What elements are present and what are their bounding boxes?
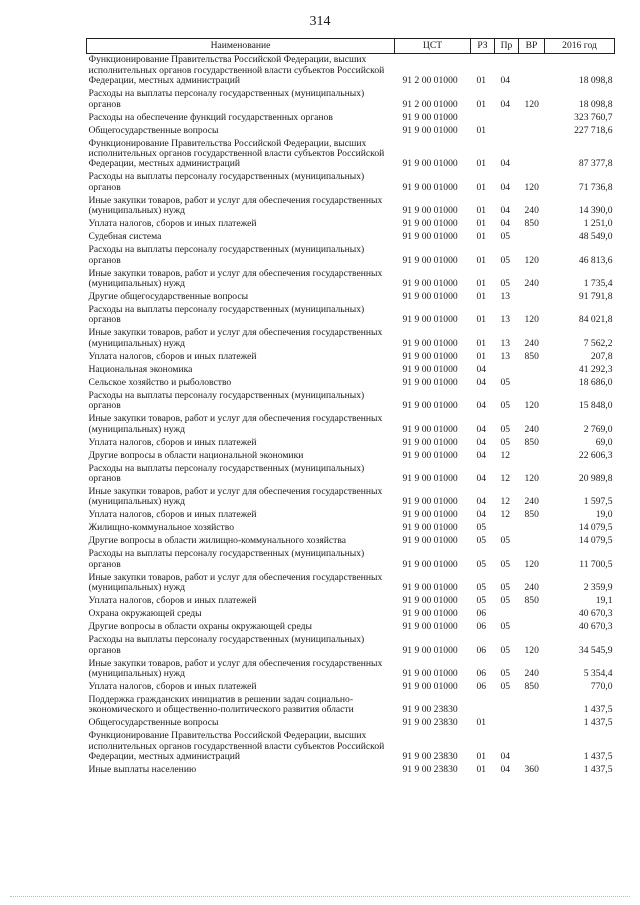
row-name: Расходы на выплаты персоналу государственных (муниципальных) органов xyxy=(88,634,365,656)
table-row xyxy=(87,694,615,717)
table-row xyxy=(87,681,615,694)
row-amount: 40 670,3 xyxy=(578,621,613,633)
row-amount: 14 390,0 xyxy=(578,205,613,217)
row-rz: 01 xyxy=(476,75,487,87)
row-pr: 05 xyxy=(500,668,511,680)
row-vr: 240 xyxy=(524,423,539,435)
row-rz: 01 xyxy=(476,254,487,266)
row-pr: 05 xyxy=(500,595,511,607)
table-row xyxy=(87,522,615,535)
row-rz: 06 xyxy=(476,668,487,680)
row-name: Иные закупки товаров, работ и услуг для обеспечения государственных (муниципальных) нужд xyxy=(88,194,383,217)
row-name: Иные закупки товаров, работ и услуг для обеспечения государственных (муниципальных) нужд xyxy=(88,571,383,594)
row-cst: 91 9 00 01000 xyxy=(402,314,458,326)
row-vr: 120 xyxy=(524,644,539,656)
table-row xyxy=(87,486,615,509)
row-pr: 13 xyxy=(500,350,511,362)
row-amount: 5 354,4 xyxy=(583,668,613,680)
row-vr xyxy=(519,124,545,137)
row-amount: 1 597,5 xyxy=(583,496,613,508)
row-vr: 360 xyxy=(524,764,539,776)
row-pr xyxy=(495,522,519,535)
row-pr: 05 xyxy=(500,376,511,388)
row-amount: 41 292,3 xyxy=(578,363,613,375)
row-amount: 22 606,3 xyxy=(578,449,613,461)
row-name: Другие вопросы в области жилищно-коммунального хозяйства xyxy=(88,535,347,547)
row-cst: 91 9 00 01000 xyxy=(402,376,458,388)
row-cst: 91 9 00 01000 xyxy=(402,496,458,508)
row-vr: 240 xyxy=(524,582,539,594)
row-amount: 18 686,0 xyxy=(578,376,613,388)
row-amount: 2 769,0 xyxy=(583,423,613,435)
row-rz: 01 xyxy=(476,751,487,763)
row-rz: 04 xyxy=(476,449,487,461)
table-row xyxy=(87,111,615,124)
table-row xyxy=(87,194,615,217)
table-row xyxy=(87,218,615,231)
row-pr: 04 xyxy=(500,158,511,170)
row-name: Иные закупки товаров, работ и услуг для обеспечения государственных (муниципальных) нужд xyxy=(88,485,383,508)
row-name: Иные закупки товаров, работ и услуг для обеспечения государственных (муниципальных) нужд xyxy=(88,327,383,349)
row-name: Уплата налогов, сборов и иных платежей xyxy=(88,595,257,607)
table-row xyxy=(87,608,615,621)
row-pr: 05 xyxy=(500,277,511,289)
row-name: Поддержка гражданских инициатив в решении задач социально-экономического и общественно-политического развития области xyxy=(88,694,354,716)
row-pr: 12 xyxy=(500,496,511,508)
row-rz: 06 xyxy=(476,681,487,693)
row-rz: 05 xyxy=(476,582,487,594)
row-vr xyxy=(519,730,545,764)
table-row xyxy=(87,244,615,267)
row-pr: 05 xyxy=(500,423,511,435)
row-name: Функционирование Правительства Российской Федерации, высших исполнительных органов государственной власти субъектов Российской Федерации, местных администраций xyxy=(88,137,385,170)
row-rz: 01 xyxy=(476,205,487,217)
table-row xyxy=(87,350,615,363)
header-vr: ВР xyxy=(519,39,545,54)
table-row xyxy=(87,389,615,412)
row-pr: 04 xyxy=(500,181,511,193)
row-rz: 06 xyxy=(476,608,487,620)
row-vr xyxy=(519,137,545,171)
table-row xyxy=(87,462,615,485)
row-vr xyxy=(519,522,545,535)
header-pr: Пр xyxy=(495,39,519,54)
row-amount: 1 735,4 xyxy=(583,277,613,289)
row-rz: 01 xyxy=(476,158,487,170)
row-pr: 05 xyxy=(500,400,511,412)
row-amount: 1 437,5 xyxy=(583,717,613,729)
row-amount: 770,0 xyxy=(590,681,613,693)
row-vr xyxy=(519,717,545,730)
row-name: Уплата налогов, сборов и иных платежей xyxy=(88,350,257,362)
row-name: Иные закупки товаров, работ и услуг для обеспечения государственных (муниципальных) нужд xyxy=(88,267,383,289)
row-amount: 18 098,8 xyxy=(578,75,613,87)
row-name: Расходы на выплаты персоналу государственных (муниципальных) органов xyxy=(88,389,365,412)
table-row xyxy=(87,231,615,244)
table-row xyxy=(87,535,615,548)
table-row xyxy=(87,137,615,171)
row-rz: 04 xyxy=(476,423,487,435)
row-amount: 14 079,5 xyxy=(578,535,613,547)
row-amount: 1 437,5 xyxy=(583,764,613,776)
row-name: Общегосударственные вопросы xyxy=(88,717,219,729)
row-amount: 7 562,2 xyxy=(583,337,613,349)
table-row xyxy=(87,327,615,350)
budget-table xyxy=(86,38,615,777)
row-cst: 91 9 00 01000 xyxy=(402,472,458,484)
row-name: Расходы на выплаты персоналу государственных (муниципальных) органов xyxy=(88,244,365,266)
row-rz: 01 xyxy=(476,337,487,349)
row-rz: 05 xyxy=(476,522,487,534)
table-row xyxy=(87,634,615,657)
row-amount: 19,1 xyxy=(595,595,613,607)
row-name: Расходы на выплаты персоналу государственных (муниципальных) органов xyxy=(88,548,365,570)
header-rz: РЗ xyxy=(471,39,495,54)
row-pr: 04 xyxy=(500,98,511,110)
row-name: Уплата налогов, сборов и иных платежей xyxy=(88,436,257,448)
row-vr: 240 xyxy=(524,337,539,349)
row-rz: 06 xyxy=(476,644,487,656)
row-cst: 91 9 00 01000 xyxy=(402,522,458,534)
row-name: Иные выплаты населению xyxy=(88,764,197,776)
row-amount: 14 079,5 xyxy=(578,522,613,534)
row-rz: 04 xyxy=(476,472,487,484)
table-row xyxy=(87,595,615,608)
table-row xyxy=(87,730,615,764)
table-body xyxy=(87,54,615,777)
row-cst: 91 9 00 01000 xyxy=(402,449,458,461)
row-name: Расходы на выплаты персоналу государственных (муниципальных) органов xyxy=(88,88,365,110)
row-pr: 05 xyxy=(500,644,511,656)
row-name: Иные закупки товаров, работ и услуг для обеспечения государственных (муниципальных) нужд xyxy=(88,413,383,435)
row-name: Функционирование Правительства Российской Федерации, высших исполнительных органов государственной власти субъектов Российской Федерации, местных администраций xyxy=(88,54,385,87)
row-vr xyxy=(519,449,545,462)
row-cst: 91 9 00 01000 xyxy=(402,158,458,170)
header-name: Наименование xyxy=(87,39,395,54)
header-year: 2016 год xyxy=(545,39,615,54)
row-name: Охрана окружающей среды xyxy=(88,608,202,620)
row-amount: 71 736,8 xyxy=(578,181,613,193)
row-pr: 04 xyxy=(500,205,511,217)
row-vr: 850 xyxy=(524,218,539,230)
row-amount: 87 377,8 xyxy=(578,158,613,170)
row-pr xyxy=(495,111,519,124)
row-cst: 91 9 00 01000 xyxy=(402,205,458,217)
row-rz: 01 xyxy=(476,764,487,776)
row-pr xyxy=(495,608,519,621)
row-cst: 91 9 00 01000 xyxy=(402,608,458,620)
row-cst: 91 9 00 01000 xyxy=(402,535,458,547)
row-vr xyxy=(519,535,545,548)
row-cst: 91 9 00 23830 xyxy=(402,704,458,716)
row-vr: 120 xyxy=(524,254,539,266)
row-rz: 01 xyxy=(476,314,487,326)
row-cst: 91 9 00 01000 xyxy=(402,681,458,693)
row-vr: 850 xyxy=(524,350,539,362)
table-row xyxy=(87,363,615,376)
row-pr: 13 xyxy=(500,337,511,349)
row-cst: 91 9 00 01000 xyxy=(402,621,458,633)
row-amount: 1 437,5 xyxy=(583,751,613,763)
row-rz: 01 xyxy=(476,218,487,230)
row-cst: 91 2 00 01000 xyxy=(402,75,458,87)
table-row xyxy=(87,88,615,111)
row-cst: 91 9 00 01000 xyxy=(402,400,458,412)
row-amount: 15 848,0 xyxy=(578,400,613,412)
row-rz: 05 xyxy=(476,595,487,607)
table-row xyxy=(87,572,615,595)
row-rz: 05 xyxy=(476,558,487,570)
row-cst: 91 2 00 01000 xyxy=(402,98,458,110)
row-amount: 227 718,6 xyxy=(574,124,613,136)
table-row xyxy=(87,717,615,730)
row-amount: 34 545,9 xyxy=(578,644,613,656)
row-vr: 850 xyxy=(524,509,539,521)
row-name: Жилищно-коммунальное хозяйство xyxy=(88,522,235,534)
row-name: Уплата налогов, сборов и иных платежей xyxy=(88,681,257,693)
row-name: Расходы на выплаты персоналу государственных (муниципальных) органов xyxy=(88,171,365,193)
row-rz: 01 xyxy=(476,124,487,136)
row-cst: 91 9 00 01000 xyxy=(402,337,458,349)
row-vr: 240 xyxy=(524,496,539,508)
row-rz: 01 xyxy=(476,290,487,302)
table-row xyxy=(87,54,615,88)
table-row xyxy=(87,124,615,137)
row-pr: 05 xyxy=(500,681,511,693)
row-vr xyxy=(519,291,545,304)
row-cst: 91 9 00 01000 xyxy=(402,558,458,570)
footer-divider xyxy=(10,894,630,897)
row-cst: 91 9 00 01000 xyxy=(402,582,458,594)
row-rz: 04 xyxy=(476,509,487,521)
row-amount: 323 760,7 xyxy=(574,111,613,123)
row-rz: 01 xyxy=(476,181,487,193)
row-vr: 850 xyxy=(524,436,539,448)
row-pr: 04 xyxy=(500,751,511,763)
row-cst: 91 9 00 01000 xyxy=(402,350,458,362)
row-cst: 91 9 00 01000 xyxy=(402,668,458,680)
row-name: Судебная система xyxy=(88,231,162,243)
row-pr: 13 xyxy=(500,314,511,326)
row-vr: 120 xyxy=(524,314,539,326)
table-row xyxy=(87,621,615,634)
row-amount: 1 251,0 xyxy=(583,218,613,230)
row-rz: 05 xyxy=(476,535,487,547)
row-pr: 13 xyxy=(500,290,511,302)
row-rz: 01 xyxy=(476,277,487,289)
row-amount: 207,8 xyxy=(590,350,613,362)
row-pr: 05 xyxy=(500,436,511,448)
row-name: Общегосударственные вопросы xyxy=(88,124,219,136)
row-vr: 120 xyxy=(524,181,539,193)
row-name: Уплата налогов, сборов и иных платежей xyxy=(88,509,257,521)
row-amount: 18 098,8 xyxy=(578,98,613,110)
row-name: Расходы на выплаты персоналу государственных (муниципальных) органов xyxy=(88,462,365,484)
row-amount: 2 359,9 xyxy=(583,582,613,594)
row-pr: 12 xyxy=(500,509,511,521)
row-vr: 240 xyxy=(524,205,539,217)
row-rz xyxy=(471,111,495,124)
row-vr: 120 xyxy=(524,400,539,412)
row-vr: 120 xyxy=(524,98,539,110)
table-row xyxy=(87,413,615,436)
row-rz: 06 xyxy=(476,621,487,633)
row-amount: 91 791,8 xyxy=(578,290,613,302)
row-cst: 91 9 00 23830 xyxy=(402,751,458,763)
row-pr xyxy=(495,363,519,376)
row-cst: 91 9 00 01000 xyxy=(402,509,458,521)
row-name: Национальная экономика xyxy=(88,363,193,375)
row-pr: 04 xyxy=(500,218,511,230)
row-amount: 19,0 xyxy=(595,509,613,521)
page-number: 314 xyxy=(309,14,331,29)
table-row xyxy=(87,764,615,777)
row-amount: 1 437,5 xyxy=(583,704,613,716)
row-vr: 120 xyxy=(524,472,539,484)
row-pr: 12 xyxy=(500,449,511,461)
row-vr xyxy=(519,694,545,717)
row-cst: 91 9 00 01000 xyxy=(402,644,458,656)
row-name: Сельское хозяйство и рыболовство xyxy=(88,376,232,388)
table-row xyxy=(87,449,615,462)
row-rz: 04 xyxy=(476,436,487,448)
row-amount: 84 021,8 xyxy=(578,314,613,326)
row-vr: 850 xyxy=(524,595,539,607)
row-cst: 91 9 00 01000 xyxy=(402,181,458,193)
row-vr: 120 xyxy=(524,558,539,570)
row-pr: 04 xyxy=(500,764,511,776)
row-pr: 05 xyxy=(500,621,511,633)
row-pr: 05 xyxy=(500,254,511,266)
row-rz: 01 xyxy=(476,231,487,243)
row-name: Другие вопросы в области охраны окружающей среды xyxy=(88,621,312,633)
row-vr: 240 xyxy=(524,277,539,289)
row-cst: 91 9 00 01000 xyxy=(402,290,458,302)
row-vr xyxy=(519,231,545,244)
row-name: Иные закупки товаров, работ и услуг для обеспечения государственных (муниципальных) нужд xyxy=(88,657,383,680)
row-pr: 05 xyxy=(500,582,511,594)
row-amount: 69,0 xyxy=(595,436,613,448)
row-vr: 240 xyxy=(524,668,539,680)
row-cst: 91 9 00 01000 xyxy=(402,436,458,448)
table-row xyxy=(87,376,615,389)
row-name: Уплата налогов, сборов и иных платежей xyxy=(88,218,257,230)
table-row xyxy=(87,436,615,449)
row-cst: 91 9 00 01000 xyxy=(402,124,458,136)
table-row xyxy=(87,548,615,571)
row-amount: 48 549,0 xyxy=(578,231,613,243)
row-vr xyxy=(519,376,545,389)
row-name: Другие общегосударственные вопросы xyxy=(88,290,249,302)
row-vr xyxy=(519,621,545,634)
row-name: Расходы на обеспечение функций государственных органов xyxy=(88,111,333,123)
row-pr: 05 xyxy=(500,535,511,547)
row-vr xyxy=(519,363,545,376)
row-cst: 91 9 00 01000 xyxy=(402,363,458,375)
row-cst: 91 9 00 23830 xyxy=(402,717,458,729)
row-cst: 91 9 00 01000 xyxy=(402,218,458,230)
row-name: Функционирование Правительства Российской Федерации, высших исполнительных органов государственной власти субъектов Российской Федерации, местных администраций xyxy=(88,730,385,763)
row-amount: 20 989,8 xyxy=(578,472,613,484)
row-name: Другие вопросы в области национальной экономики xyxy=(88,449,304,461)
row-cst: 91 9 00 01000 xyxy=(402,423,458,435)
row-amount: 46 813,6 xyxy=(578,254,613,266)
row-amount: 40 670,3 xyxy=(578,608,613,620)
row-rz: 01 xyxy=(476,98,487,110)
row-rz: 04 xyxy=(476,376,487,388)
table-row xyxy=(87,304,615,327)
row-cst: 91 9 00 23830 xyxy=(402,764,458,776)
row-cst: 91 9 00 01000 xyxy=(402,595,458,607)
row-cst: 91 9 00 01000 xyxy=(402,277,458,289)
table-row xyxy=(87,291,615,304)
row-pr: 05 xyxy=(500,558,511,570)
table-row xyxy=(87,171,615,194)
row-vr xyxy=(519,54,545,88)
row-rz: 01 xyxy=(476,350,487,362)
row-name: Расходы на выплаты персоналу государственных (муниципальных) органов xyxy=(88,303,365,326)
row-pr xyxy=(495,717,519,730)
table-row xyxy=(87,267,615,290)
row-rz: 04 xyxy=(476,400,487,412)
row-vr: 850 xyxy=(524,681,539,693)
row-rz: 04 xyxy=(476,496,487,508)
table-header-row xyxy=(87,39,615,54)
row-pr: 12 xyxy=(500,472,511,484)
header-cst: ЦСТ xyxy=(395,39,471,54)
row-vr xyxy=(519,608,545,621)
row-pr xyxy=(495,694,519,717)
row-pr: 04 xyxy=(500,75,511,87)
table-row xyxy=(87,509,615,522)
row-cst: 91 9 00 01000 xyxy=(402,254,458,266)
table-row xyxy=(87,657,615,680)
row-vr xyxy=(519,111,545,124)
row-cst: 91 9 00 01000 xyxy=(402,111,458,123)
row-pr: 05 xyxy=(500,231,511,243)
row-cst: 91 9 00 01000 xyxy=(402,231,458,243)
row-rz: 04 xyxy=(476,363,487,375)
row-rz xyxy=(471,694,495,717)
row-rz: 01 xyxy=(476,717,487,729)
row-amount: 11 700,5 xyxy=(579,558,613,570)
row-pr xyxy=(495,124,519,137)
